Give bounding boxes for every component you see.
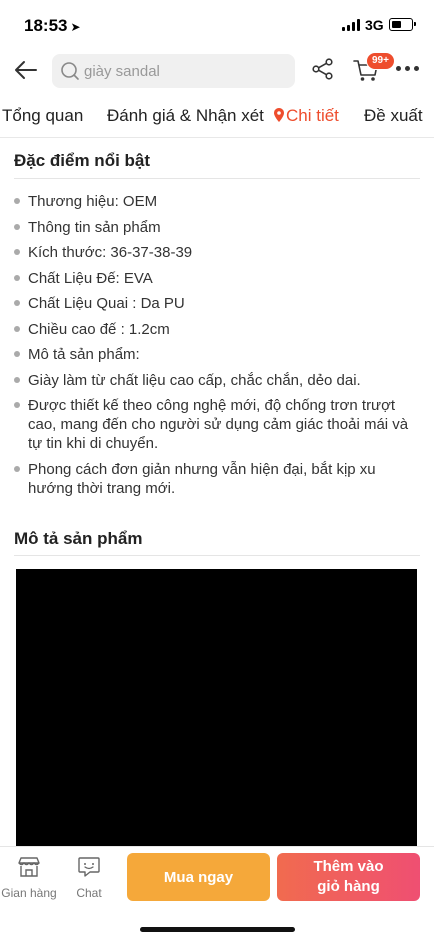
feature-item bbox=[14, 320, 414, 339]
buy-now-button[interactable]: Mua ngay bbox=[127, 853, 270, 901]
search-input[interactable] bbox=[52, 54, 295, 88]
feature-text: Mô tả sản phẩm: bbox=[28, 346, 140, 363]
feature-item bbox=[14, 345, 414, 364]
feature-text: Kích thước: 36-37-38-39 bbox=[28, 244, 193, 261]
cart-badge: 99+ bbox=[366, 52, 395, 70]
feature-text: Chiều cao đế : 1.2cm bbox=[28, 320, 170, 338]
tab-details[interactable] bbox=[274, 106, 339, 126]
bullet-icon bbox=[14, 326, 20, 332]
location-arrow-icon: ➤ bbox=[70, 20, 81, 34]
feature-item bbox=[14, 192, 414, 211]
bullet-icon bbox=[14, 466, 20, 472]
bullet-icon bbox=[14, 377, 20, 383]
feature-text: Thông tin sản phẩm bbox=[28, 218, 161, 236]
bullet-icon bbox=[14, 224, 20, 230]
search-icon bbox=[60, 61, 80, 81]
bullet-icon bbox=[14, 198, 20, 204]
feature-text: Giày làm từ chất liệu cao cấp, chắc chắn, dẻo dai. bbox=[28, 371, 361, 389]
feature-item bbox=[14, 294, 414, 313]
feature-item bbox=[14, 371, 414, 390]
feature-text: Được thiết kế theo công nghệ mới, độ chống trơn trượt cao, mang đến cho người sử dụng cảm giác thoải mái và tự tin khi di chuyển. bbox=[28, 397, 409, 452]
feature-item bbox=[14, 218, 414, 237]
feature-item bbox=[14, 243, 414, 262]
bottom-action-bar bbox=[0, 846, 434, 906]
features-list bbox=[14, 192, 414, 504]
feature-item bbox=[14, 269, 414, 288]
chat-button[interactable] bbox=[60, 847, 118, 907]
product-description-image bbox=[16, 569, 417, 853]
feature-text: Phong cách đơn giản nhưng vẫn hiện đại, bắt kịp xu hướng thời trang mới. bbox=[28, 460, 376, 497]
shop-label: Gian hàng bbox=[1, 886, 57, 900]
more-options-icon[interactable] bbox=[396, 66, 420, 72]
store-icon bbox=[17, 856, 41, 878]
header bbox=[0, 48, 434, 94]
tab-reviews[interactable]: Đánh giá & Nhận xét bbox=[107, 106, 264, 125]
clock-text: 18:53 bbox=[24, 16, 68, 35]
tab-details-label: Chi tiết bbox=[286, 106, 339, 125]
network-type: 3G bbox=[365, 17, 384, 33]
shop-button[interactable] bbox=[0, 847, 58, 907]
bullet-icon bbox=[14, 300, 20, 306]
bullet-icon bbox=[14, 402, 20, 408]
signal-icon bbox=[342, 19, 362, 31]
divider bbox=[14, 555, 420, 556]
bullet-icon bbox=[14, 275, 20, 281]
features-title: Đặc điểm nổi bật bbox=[14, 151, 151, 170]
add-to-cart-button[interactable]: Thêm vào giỏ hàng bbox=[277, 853, 420, 901]
feature-item bbox=[14, 460, 414, 498]
share-icon[interactable] bbox=[310, 56, 336, 82]
location-pin-icon bbox=[274, 108, 284, 122]
chat-icon bbox=[77, 856, 101, 878]
feature-text: Chất Liệu Quai : Da PU bbox=[28, 295, 185, 312]
divider bbox=[14, 178, 420, 179]
bullet-icon bbox=[14, 249, 20, 255]
home-indicator bbox=[140, 927, 295, 932]
battery-icon bbox=[389, 18, 413, 31]
tab-overview[interactable]: Tổng quan bbox=[2, 106, 84, 125]
description-title: Mô tả sản phẩm bbox=[14, 529, 143, 548]
status-time bbox=[24, 16, 81, 36]
chat-label: Chat bbox=[76, 886, 102, 900]
feature-text: Thương hiệu: OEM bbox=[28, 193, 158, 210]
bullet-icon bbox=[14, 351, 20, 357]
feature-text: Chất Liệu Đế: EVA bbox=[28, 269, 153, 287]
tab-bar bbox=[0, 94, 434, 138]
back-arrow-icon[interactable] bbox=[12, 56, 40, 84]
status-bar bbox=[0, 0, 434, 48]
feature-item bbox=[14, 396, 414, 453]
search-placeholder: giày sandal bbox=[84, 63, 160, 80]
tab-suggestions[interactable]: Đề xuất bbox=[364, 106, 423, 125]
